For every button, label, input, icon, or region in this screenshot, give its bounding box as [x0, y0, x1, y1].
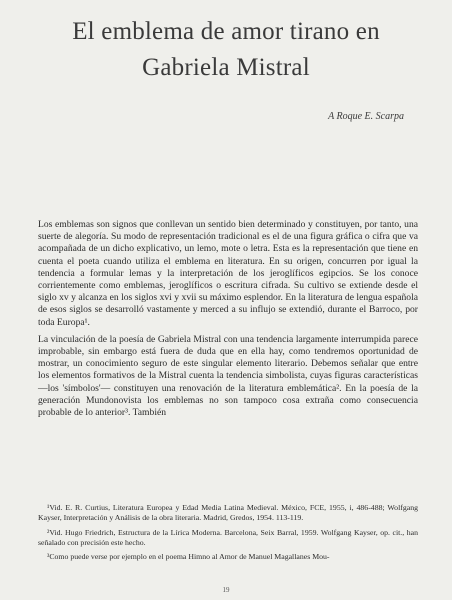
title-line-2: Gabriela Mistral [142, 54, 310, 81]
footnotes [38, 503, 418, 562]
author-byline: A Roque E. Scarpa [328, 111, 404, 122]
page-number: 19 [222, 586, 230, 594]
paragraph-2: La vinculación de la poesía de Gabriela Mistral con una tendencia largamente interrumpida parece improbable, sin embargo está fuera de duda que en ella hay, como tendremos oportunidad de mostrar, un conocimiento seguro de este singular elemento literario. Debemos señalar que entre los elementos formativos de la Mistral cuenta la tendencia simbolista, cuyas figuras características —los 'símbolos'— constituyen una renovación de la literatura emblemática². En la poesía de la generación Mundonovista los emblemas no son tampoco cosa extraña como consecuencia probable de lo anterior³. También [38, 333, 418, 419]
article-title [0, 14, 452, 86]
paragraph-1: Los emblemas son signos que conllevan un sentido bien determinado y constituyen, por tanto, una suerte de alegoría. Su modo de representación tradicional es el de una figura gráfica o cifra que va acompañada de un dicho explicativo, un lemo, mote o letra. Esta es la representación que tiene en cuenta el poeta cuando utiliza el emblema en literatura. En su origen, concurren por igual la tendencia a formular lemas y la interpretación de los jeroglíficos egipcios. Se los conoce corrientemente como emblemas, jeroglíficos o escritura cifrada. Su cultivo se extiende desde el siglo xv y alcanza en los siglos xvi y xvii su máximo esplendor. En la literatura de lengua española de esos siglos se desarrolló vastamente y merced a su influjo se extendió, durante el Barroco, por toda Europa¹. [38, 219, 418, 328]
footnote-3: ³Como puede verse por ejemplo en el poema Himno al Amor de Manuel Magallanes Mou- [47, 552, 330, 562]
footnote-2: ²Vid. Hugo Friedrich, Estructura de la Lírica Moderna. Barcelona, Seix Barral, 1959. Wolfgang Kayser, op. cit., han señalado con precisión este hecho. [38, 527, 418, 547]
title-line-1: El emblema de amor tirano en [72, 18, 380, 45]
article-body [38, 219, 418, 419]
footnote-1: ¹Vid. E. R. Curtius, Literatura Europea y Edad Media Latina Medieval. México, FCE, 1955, i, 486-488; Wolfgang Kayser, Interpretación y Análisis de la obra literaria. Madrid, Gredos, 1954. 113-119. [38, 503, 418, 523]
